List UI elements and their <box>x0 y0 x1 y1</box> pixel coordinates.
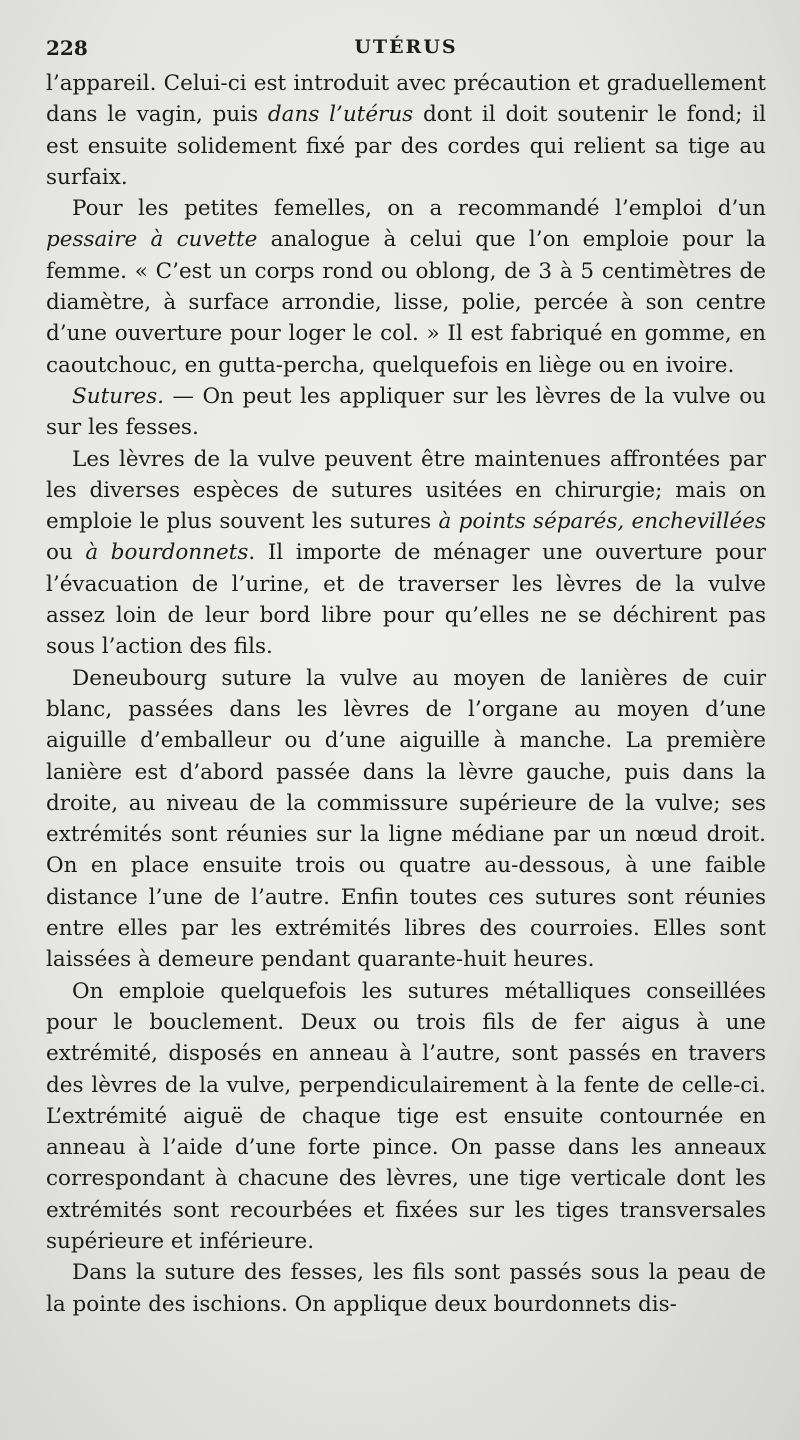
italic-text: à bourdonnets <box>85 540 249 566</box>
text-run: Dans la suture des fesses, les fils sont passés sous la peau de la pointe des ischions. On applique deux bourdonnets dis- <box>46 1260 766 1317</box>
text-run: — On peut les appliquer sur les lèvres de la vulve ou sur les fesses. <box>46 383 766 441</box>
text-run: dont il doit soutenir le fond; il est ensuite solidement fixé par des cordes qui relient sa tige au surfaix. <box>46 102 767 190</box>
paragraph <box>46 193 766 381</box>
paragraph <box>46 444 766 663</box>
italic-text: Sutures. <box>72 383 164 409</box>
running-head <box>46 34 766 64</box>
text-run: Deneubourg suture la vulve au moyen de lanières de cuir blanc, passées dans les lèvres de l’organe au moyen d’une aiguille d’emballeur ou d’une aiguille à manche. La première lanière est d’abord passée dans la lèvre gauche, puis dans la droite, au niveau de la commissure supérieure de la vulve; ses extrémités sont réunies sur la ligne médiane par un nœud droit. On en place ensuite trois ou quatre au-dessous, à une faible distance l’une de l’autre. Enfin toutes ces sutures sont réunies entre elles par les extrémités libres des courroies. Elles sont laissées à demeure pendant quarante-huit heures. <box>46 665 766 973</box>
paragraph <box>46 68 766 193</box>
paragraph <box>46 976 766 1258</box>
text-run: analogue à celui que l’on emploie pour la femme. « C’est un corps rond ou oblong, de 3 à 5 centimètres de diamètre, à surface arrondie, lisse, polie, percée à son centre d’une ouverture pour loger le col. » Il est fabriqué en gomme, en caoutchouc, en gutta-percha, quelquefois en liège ou en ivoire. <box>46 227 766 378</box>
italic-text: à points séparés, enchevillées <box>438 509 766 535</box>
running-title: UTÉRUS <box>354 36 458 58</box>
text-run: . Il importe de ménager une ouverture pour l’évacuation de l’urine, et de traverser les lèvres de la vulve assez loin de leur bord libre pour qu’elles ne se déchirent pas sous l’action des fils. <box>46 540 766 660</box>
paragraph <box>46 663 766 976</box>
text-run: Les lèvres de la vulve peuvent être maintenues affrontées par les diverses espèces de sutures usitées en chirurgie; mais on emploie le plus souvent les sutures <box>46 446 766 535</box>
paragraph <box>46 381 766 444</box>
paragraph <box>46 1257 766 1320</box>
text-run: Pour les petites femelles, on a recommandé l’emploi d’un <box>72 196 766 222</box>
page-number: 228 <box>46 36 88 60</box>
body-text <box>46 68 766 1320</box>
text-run: On emploie quelquefois les sutures métalliques conseillées pour le bouclement. Deux ou trois fils de fer aigus à une extrémité, disposés en anneau à l’autre, sont passés en travers des lèvres de la vulve, perpendiculairement à la fente de celle-ci. L’extrémité aiguë de chaque tige est ensuite contournée en anneau à l’aide d’une forte pince. On passe dans les anneaux correspondant à chacune des lèvres, une tige verticale dont les extrémités sont recourbées et fixées sur les tiges transversales supérieure et inférieure. <box>46 978 766 1254</box>
italic-text: pessaire à cuvette <box>46 227 258 253</box>
text-run: ou <box>46 540 86 566</box>
text-run: l’appareil. Celui-ci est introduit avec précaution et graduellement dans le vagin, puis <box>46 71 766 128</box>
italic-text: dans l’utérus <box>267 102 414 128</box>
